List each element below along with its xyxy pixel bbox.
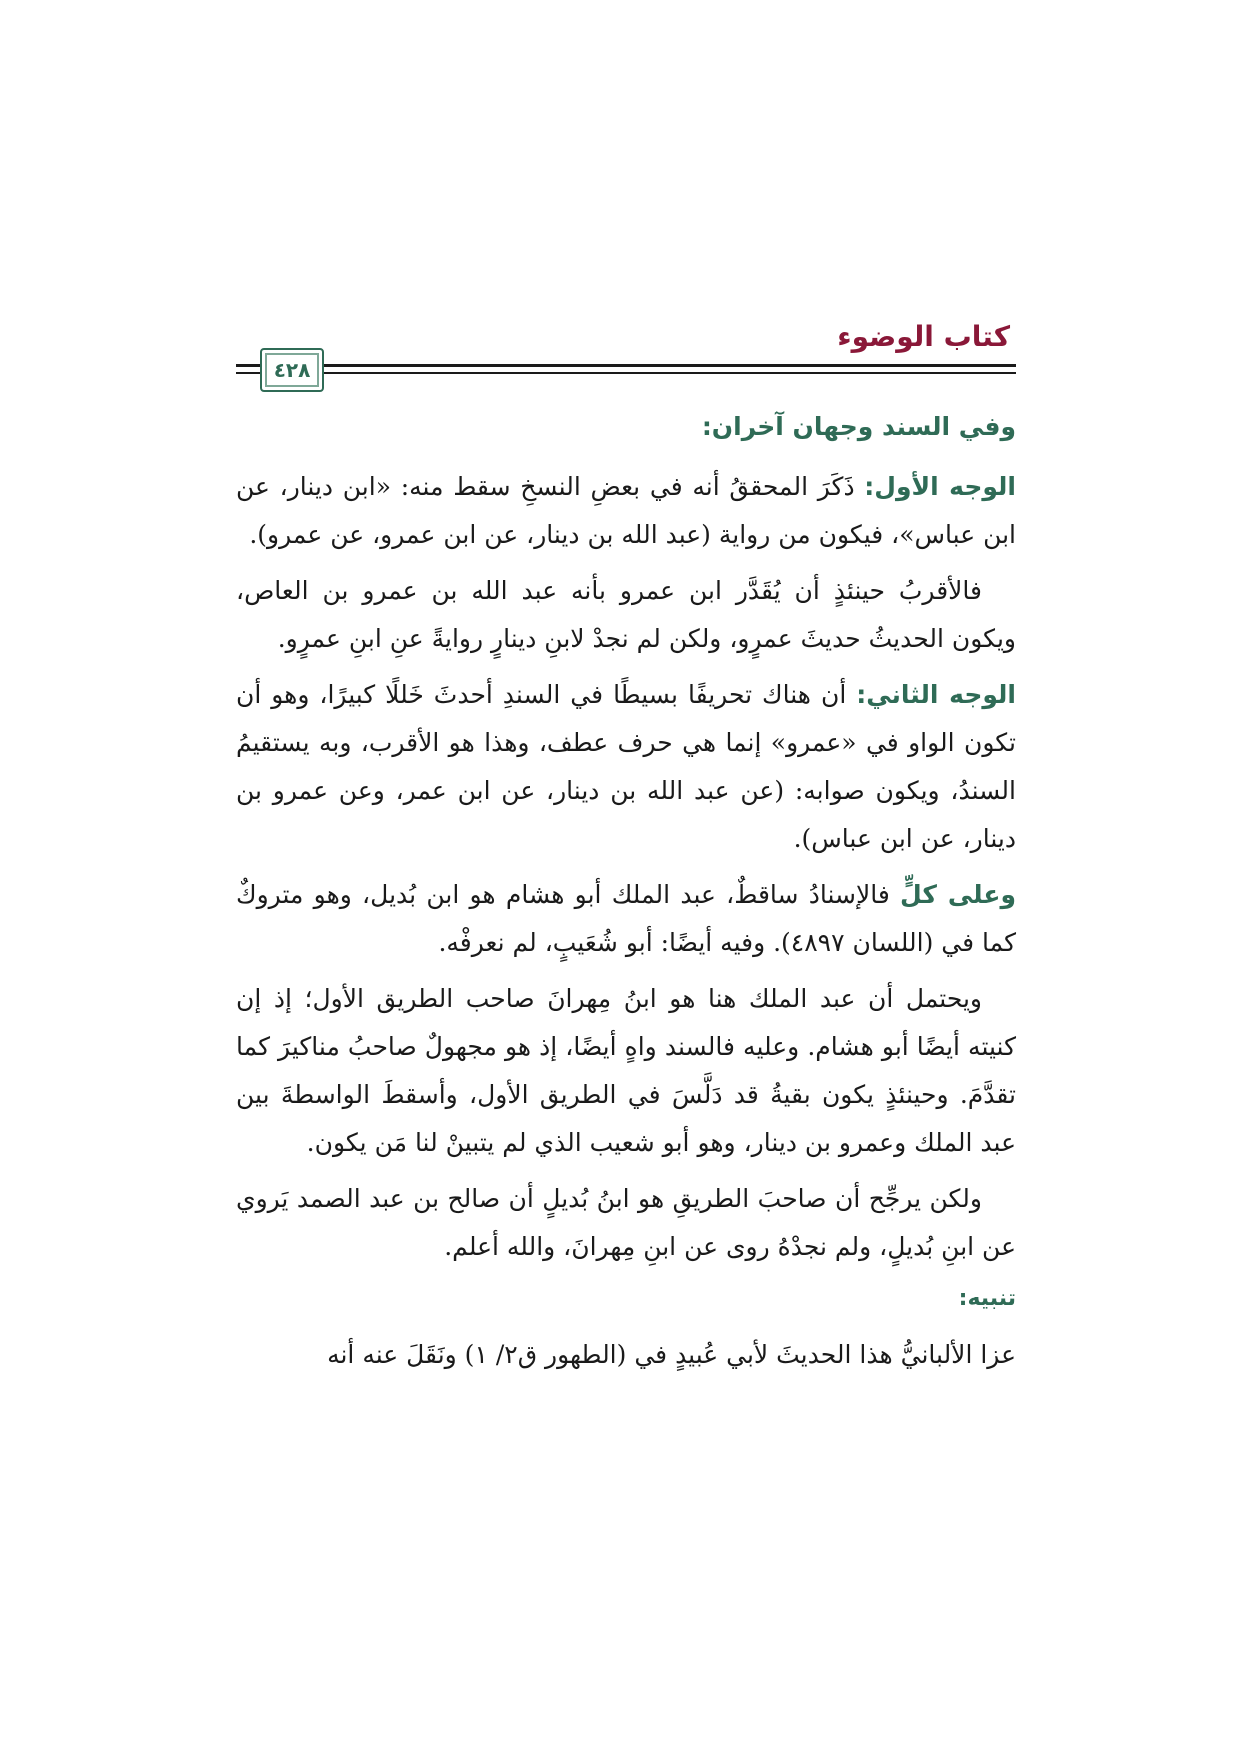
header-rule-bottom (294, 372, 1016, 374)
page-number-badge (260, 348, 324, 392)
paragraph-second-aspect (236, 671, 1016, 863)
paragraph-verdict (236, 871, 1016, 967)
first-aspect-text: ذَكَرَ المحققُ أنه في بعضِ النسخِ سقط منه: «ابن دينار، عن ابن عباس»، فيكون من رواية (عبد الله بن دينار، عن ابن عمرو، عن عمرو). (236, 472, 1016, 549)
page-header (236, 320, 1016, 390)
running-title: كتاب الوضوء (837, 320, 1010, 353)
header-rule-left-top (236, 364, 262, 367)
paragraph-conclusion: فالأقربُ حينئذٍ أن يُقَدَّر ابن عمرو بأنه عبد الله بن عمرو بن العاص، ويكون الحديثُ حديثَ عمرٍو، ولكن لم نجدْ لابنِ دينارٍ روايةً عنِ ابنِ عمرٍو. (236, 576, 1016, 653)
paragraph-preference: ولكن يرجِّح أن صاحبَ الطريقِ هو ابنُ بُديلٍ أن صالح بن عبد الصمد يَروي عن ابنِ بُديلٍ، ولم نجدْهُ روى عن ابنِ مِهرانَ، والله أعلم. (236, 1184, 1016, 1261)
paragraph-possibility: ويحتمل أن عبد الملك هنا هو ابنُ مِهرانَ صاحب الطريق الأول؛ إذ إن كنيته أيضًا أبو هشام. وعليه فالسند واهٍ أيضًا، إذ هو مجهولٌ صاحبُ مناكيرَ كما تقدَّمَ. وحينئذٍ يكون بقيةُ قد دَلَّسَ في الطريق الأول، وأسقطَ الواسطةَ بين عبد الملك وعمرو بن دينار، وهو أبو شعيب الذي لم يتبينْ لنا مَن يكون. (236, 984, 1016, 1157)
paragraph-first-aspect (236, 463, 1016, 559)
first-aspect-lead: الوجه الأول: (864, 472, 1016, 501)
paragraph-note: عزا الألبانيُّ هذا الحديثَ لأبي عُبيدٍ في (الطهور ق٢/ ١) ونَقَلَ عنه أنه (327, 1340, 1016, 1369)
second-aspect-lead: الوجه الثاني: (856, 680, 1016, 709)
header-rule-left-bottom (236, 372, 262, 374)
verdict-text: فالإسنادُ ساقطٌ، عبد الملك أبو هشام هو ابن بُديل، وهو متروكٌ كما في (اللسان ٤٨٩٧). وفيه أيضًا: أبو شُعَيبٍ، لم نعرفْه. (236, 880, 1016, 957)
note-label: تنبيه: (958, 1286, 1016, 1311)
page-number: ٤٢٨ (273, 358, 311, 382)
header-rule-top (294, 364, 1016, 367)
section-heading: وفي السند وجهان آخران: (701, 412, 1016, 441)
verdict-lead: وعلى كلٍّ (900, 880, 1016, 909)
page-body (236, 405, 1016, 1387)
second-aspect-text: أن هناك تحريفًا بسيطًا في السندِ أحدثَ خَللًا كبيرًا، وهو أن تكون الواو في «عمرو» إنما هي حرف عطف، وهذا هو الأقرب، وبه يستقيمُ السندُ، ويكون صوابه: (عن عبد الله بن دينار، عن ابن عمر، وعن عمرو بن دينار، عن ابن عباس). (236, 680, 1016, 853)
